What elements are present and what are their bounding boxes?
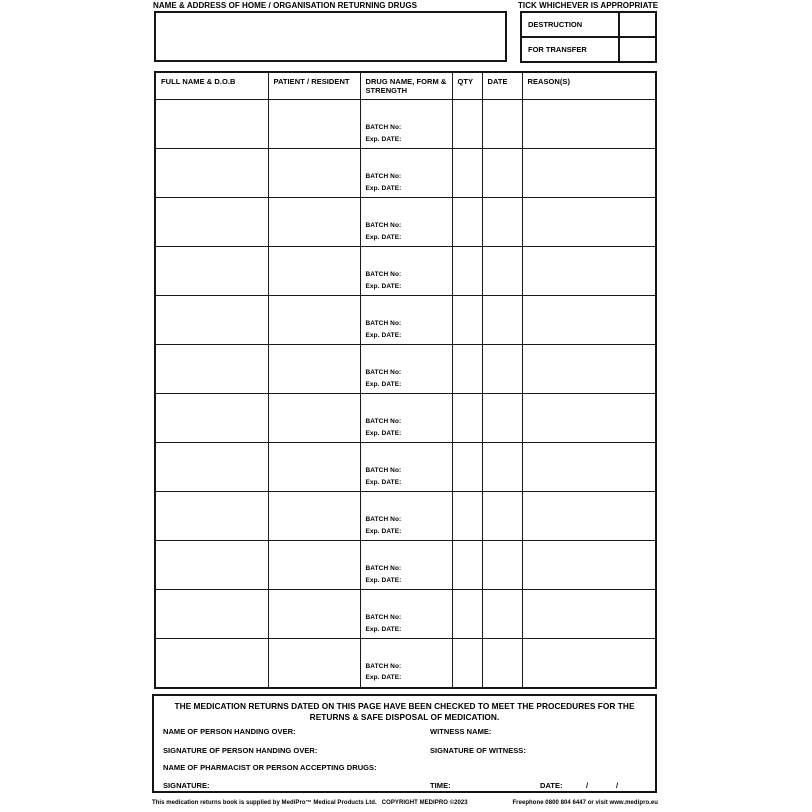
exp-date-label: Exp. DATE: — [365, 674, 402, 681]
witness-signature-label: SIGNATURE OF WITNESS: — [430, 746, 526, 755]
cell-drug[interactable] — [360, 541, 452, 590]
cell-reasons[interactable] — [522, 443, 656, 492]
supplier-note — [152, 800, 468, 806]
exp-date-label: Exp. DATE: — [365, 478, 402, 486]
cell-full-name[interactable] — [155, 639, 268, 688]
cell-qty[interactable] — [452, 590, 482, 639]
cell-drug[interactable] — [360, 394, 452, 443]
exp-date-label: Exp. DATE: — [365, 380, 402, 388]
batch-no-label: BATCH No: — [365, 173, 402, 180]
cell-full-name[interactable] — [155, 443, 268, 492]
returns-table-row — [155, 149, 656, 198]
cell-drug[interactable] — [360, 590, 452, 639]
cell-date[interactable] — [482, 541, 522, 590]
cell-qty[interactable] — [452, 198, 482, 247]
cell-date[interactable] — [482, 590, 522, 639]
cell-full-name[interactable] — [155, 345, 268, 394]
destruction-label: DESTRUCTION — [521, 12, 619, 37]
cell-drug[interactable] — [360, 492, 452, 541]
exp-date-label: Exp. DATE: — [365, 135, 402, 143]
cell-full-name[interactable] — [155, 541, 268, 590]
exp-date-label: Exp. DATE: — [365, 625, 402, 633]
cell-patient[interactable] — [268, 394, 360, 443]
cell-full-name[interactable] — [155, 296, 268, 345]
cell-qty[interactable] — [452, 296, 482, 345]
cell-date[interactable] — [482, 247, 522, 296]
returns-table-row — [155, 590, 656, 639]
witness-name-label: WITNESS NAME: — [430, 727, 492, 736]
column-header-full-name: FULL NAME & D.O.B — [155, 72, 268, 100]
tick-instruction-label: TICK WHICHEVER IS APPROPRIATE — [518, 1, 659, 10]
batch-no-label: BATCH No: — [365, 467, 402, 474]
cell-reasons[interactable] — [522, 394, 656, 443]
cell-date[interactable] — [482, 296, 522, 345]
cell-patient[interactable] — [268, 247, 360, 296]
cell-drug[interactable] — [360, 296, 452, 345]
cell-date[interactable] — [482, 198, 522, 247]
signoff-title-line2: RETURNS & SAFE DISPOSAL OF MEDICATION. — [309, 712, 500, 722]
cell-drug[interactable] — [360, 247, 452, 296]
cell-date[interactable] — [482, 492, 522, 541]
column-header-qty: QTY — [452, 72, 482, 100]
cell-reasons[interactable] — [522, 541, 656, 590]
cell-reasons[interactable] — [522, 149, 656, 198]
cell-qty[interactable] — [452, 443, 482, 492]
cell-patient[interactable] — [268, 100, 360, 149]
cell-patient[interactable] — [268, 590, 360, 639]
contact-text: Freephone 0800 804 6447 or visit www.medipro.eu — [512, 800, 658, 806]
cell-qty[interactable] — [452, 541, 482, 590]
cell-full-name[interactable] — [155, 149, 268, 198]
cell-drug[interactable] — [360, 443, 452, 492]
returns-table-row — [155, 345, 656, 394]
batch-no-label: BATCH No: — [365, 369, 402, 376]
pharmacist-name-label: NAME OF PHARMACIST OR PERSON ACCEPTING DRUGS: — [163, 763, 377, 772]
handing-over-name-label: NAME OF PERSON HANDING OVER: — [163, 727, 296, 736]
exp-date-label: Exp. DATE: — [365, 527, 402, 535]
home-address-label: NAME & ADDRESS OF HOME / ORGANISATION RETURNING DRUGS — [153, 1, 417, 10]
column-header-drug: DRUG NAME, FORM & STRENGTH — [360, 72, 452, 100]
cell-patient[interactable] — [268, 541, 360, 590]
cell-full-name[interactable] — [155, 590, 268, 639]
page-footer — [152, 800, 658, 806]
cell-full-name[interactable] — [155, 394, 268, 443]
cell-qty[interactable] — [452, 394, 482, 443]
cell-date[interactable] — [482, 100, 522, 149]
tick-table — [520, 11, 657, 63]
exp-date-label: Exp. DATE: — [365, 282, 402, 290]
exp-date-label: Exp. DATE: — [365, 429, 402, 437]
returns-table-row — [155, 394, 656, 443]
exp-date-label: Exp. DATE: — [365, 576, 402, 584]
cell-qty[interactable] — [452, 100, 482, 149]
batch-no-label: BATCH No: — [365, 565, 402, 572]
batch-no-label: BATCH No: — [365, 222, 402, 229]
cell-patient[interactable] — [268, 149, 360, 198]
cell-qty[interactable] — [452, 345, 482, 394]
cell-date[interactable] — [482, 394, 522, 443]
time-label: TIME: — [430, 781, 451, 790]
date-slash-2: / — [616, 781, 619, 790]
cell-date[interactable] — [482, 345, 522, 394]
cell-drug[interactable] — [360, 639, 452, 688]
returns-table-row — [155, 247, 656, 296]
returns-table-row — [155, 443, 656, 492]
returns-table-row — [155, 296, 656, 345]
cell-drug[interactable] — [360, 198, 452, 247]
cell-patient[interactable] — [268, 492, 360, 541]
supplier-text: This medication returns book is supplied by MediPro™ Medical Products Ltd. — [152, 800, 377, 806]
destruction-tick-box[interactable] — [619, 12, 656, 37]
date-slash-1: / — [586, 781, 589, 790]
signoff-title-line1: THE MEDICATION RETURNS DATED ON THIS PAGE HAVE BEEN CHECKED TO MEET THE PROCEDURES FOR THE — [174, 701, 635, 711]
returns-table-row — [155, 198, 656, 247]
batch-no-label: BATCH No: — [365, 320, 402, 327]
cell-reasons[interactable] — [522, 492, 656, 541]
home-address-input-box[interactable] — [154, 11, 507, 62]
cell-drug[interactable] — [360, 100, 452, 149]
batch-no-label: BATCH No: — [365, 662, 402, 670]
exp-date-label: Exp. DATE: — [365, 331, 402, 339]
batch-no-label: BATCH No: — [365, 614, 402, 621]
cell-qty[interactable] — [452, 149, 482, 198]
returns-table-row — [155, 100, 656, 149]
returns-table-row — [155, 639, 656, 688]
cell-reasons[interactable] — [522, 345, 656, 394]
cell-reasons[interactable] — [522, 639, 656, 688]
cell-reasons[interactable] — [522, 198, 656, 247]
batch-no-label: BATCH No: — [365, 418, 402, 425]
cell-drug[interactable] — [360, 345, 452, 394]
cell-reasons[interactable] — [522, 590, 656, 639]
batch-no-label: BATCH No: — [365, 124, 402, 131]
for-transfer-tick-box[interactable] — [619, 37, 656, 62]
signature-label: SIGNATURE: — [163, 781, 210, 790]
batch-no-label: BATCH No: — [365, 516, 402, 523]
copyright-text: COPYRIGHT MEDIPRO ©2023 — [381, 800, 468, 806]
column-header-reasons: REASON(S) — [522, 72, 656, 100]
cell-qty[interactable] — [452, 247, 482, 296]
cell-full-name[interactable] — [155, 247, 268, 296]
cell-patient[interactable] — [268, 296, 360, 345]
column-header-date: DATE — [482, 72, 522, 100]
column-header-patient: PATIENT / RESIDENT — [268, 72, 360, 100]
signoff-box — [152, 694, 657, 793]
cell-patient[interactable] — [268, 639, 360, 688]
cell-drug[interactable] — [360, 149, 452, 198]
cell-patient[interactable] — [268, 345, 360, 394]
cell-patient[interactable] — [268, 443, 360, 492]
cell-reasons[interactable] — [522, 247, 656, 296]
cell-patient[interactable] — [268, 198, 360, 247]
cell-qty[interactable] — [452, 639, 482, 688]
cell-reasons[interactable] — [522, 100, 656, 149]
cell-date[interactable] — [482, 443, 522, 492]
tick-row-destruction — [521, 12, 656, 37]
cell-full-name[interactable] — [155, 100, 268, 149]
cell-full-name[interactable] — [155, 198, 268, 247]
batch-no-label: BATCH No: — [365, 271, 402, 278]
returns-table-row — [155, 492, 656, 541]
exp-date-label: Exp. DATE: — [365, 233, 402, 241]
signoff-title — [154, 701, 655, 723]
cell-reasons[interactable] — [522, 296, 656, 345]
exp-date-label: Exp. DATE: — [365, 184, 402, 192]
cell-date[interactable] — [482, 149, 522, 198]
cell-full-name[interactable] — [155, 492, 268, 541]
handing-over-signature-label: SIGNATURE OF PERSON HANDING OVER: — [163, 746, 318, 755]
returns-table — [154, 71, 657, 689]
date-label: DATE: — [540, 781, 563, 790]
cell-qty[interactable] — [452, 492, 482, 541]
returns-table-row — [155, 541, 656, 590]
for-transfer-label: FOR TRANSFER — [521, 37, 619, 62]
tick-row-for-transfer — [521, 37, 656, 62]
cell-date[interactable] — [482, 639, 522, 688]
returns-table-header-row — [155, 72, 656, 100]
